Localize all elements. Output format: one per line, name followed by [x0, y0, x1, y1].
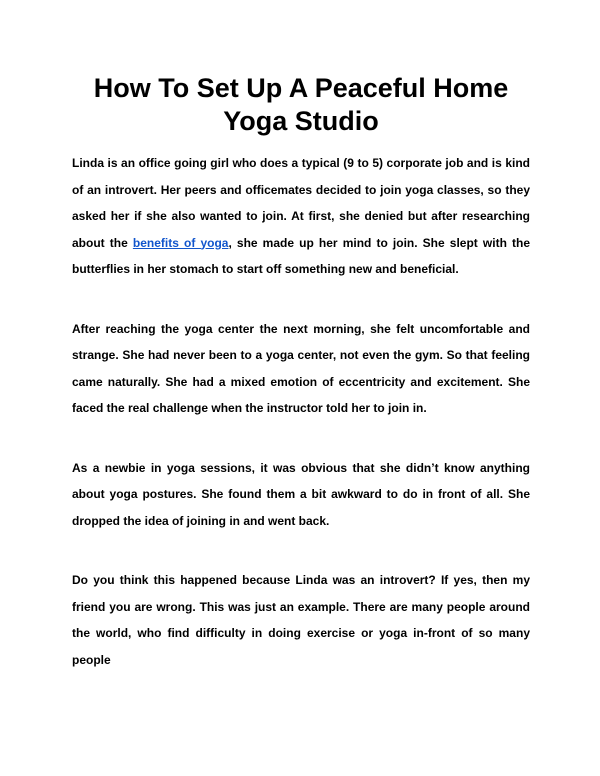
paragraph-newbie: As a newbie in yoga sessions, it was obvious that she didn’t know anything about yoga postures. She found them a bit awkward to do in front of all. She dropped the idea of joining in and went back.: [72, 460, 530, 528]
paragraph-intro-text-before: Linda is an office going girl who does a typical (9 to 5) corporate job and is kind of an introvert. Her peers and officemates decided to join yoga classes, so they asked her if she also wanted to join. At first, she denied but after researching about the: [72, 156, 530, 250]
paragraph-yoga-center: After reaching the yoga center the next morning, she felt uncomfortable and strange. She had never been to a yoga center, not even the gym. So that feeling came naturally. She had a mixed emotion of eccentricity and excitement. She faced the real challenge when the instructor told her to join in.: [72, 321, 530, 415]
paragraph-intro-text-after: , she made up her mind to join. She slept with the butterflies in her stomach to start off something new and beneficial.: [72, 235, 531, 276]
benefits-of-yoga-link[interactable]: benefits of yoga: [132, 235, 229, 250]
document-page: [72, 72, 530, 673]
article-title: How To Set Up A Peaceful Home Yoga Studio: [93, 73, 509, 136]
paragraph-introvert-question: Do you think this happened because Linda was an introvert? If yes, then my friend you are wrong. This was just an example. There are many people around the world, who find difficulty in doing exercise or yoga in-front of so many people: [72, 573, 530, 667]
paragraph-intro: [72, 150, 530, 283]
